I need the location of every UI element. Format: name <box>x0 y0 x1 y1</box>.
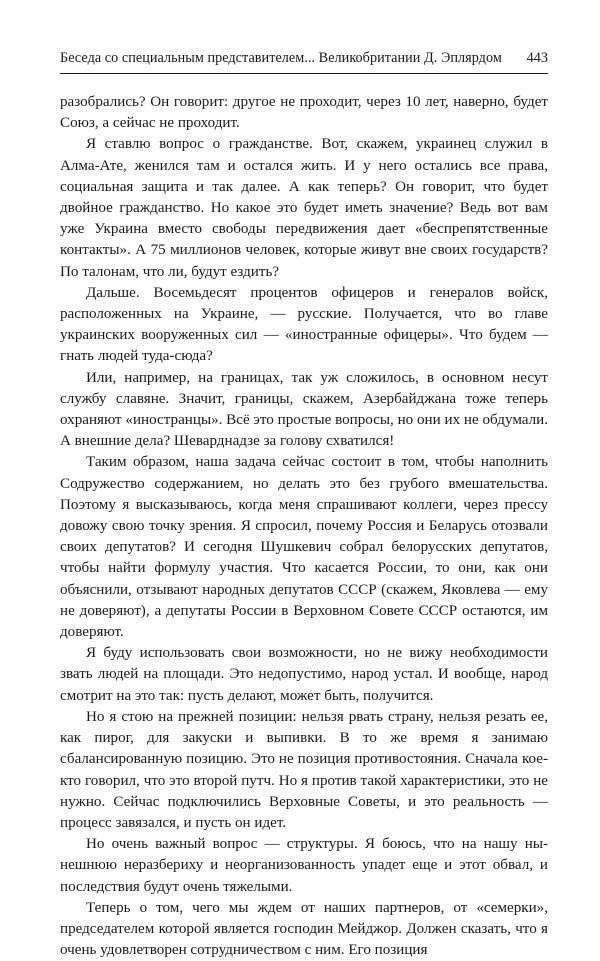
paragraph-2: Я ставлю вопрос о гражданстве. Вот, скажем, украинец служил в Алма-Ате, женился там и остался жить. И у него остались все права, социальная защита и так далее. А как теперь? Он говорит, что будет двойное гражданство. Но какое это будет иметь значение? Ведь вот вам уже Украина вместо свободы передвижения дает «беспрепятственные контакты». А 75 миллионов человек, которые живут вне своих государств? По талонам, что ли, будут ездить? <box>60 136 548 280</box>
page-number: 443 <box>526 50 548 66</box>
paragraph-7: Но я стою на прежней позиции: нельзя рвать страну, нельзя резать ее, как пирог, для закуски и выпивки. В то же время я занимаю сбалансированную позицию. Это не позиция противостояния. Сначала кое-кто говорил, что это второй путч. Но я против такой характеристики, это не нужно. Сейчас подключились Верховные Советы, и это реальность — процесс завязался, и пусть он идет. <box>60 708 548 831</box>
body-text <box>60 92 548 961</box>
header-rule <box>60 73 548 74</box>
paragraph-6: Я буду использовать свои возможности, но не вижу необходимости звать людей на площади. Это недопустимо, народ устал. И вообще, народ смотрит на это так: пусть делают, может быть, получится. <box>60 645 548 704</box>
paragraph-9: Теперь о том, чего мы ждем от наших партнеров, от «семерки», председателем которой является господин Мейджор. Должен сказать, что я очень удовлетворен сотрудничеством с ним. Его позиция <box>60 899 548 959</box>
paragraph-1: разобрались? Он говорит: другое не проходит, через 10 лет, наверно, будет Союз, а сейчас не проходит. <box>60 94 548 132</box>
paragraph-4: Или, например, на границах, так уж сложилось, в основном несут службу славяне. Значит, границы, скажем, Азербайджана тоже теперь охраняют «иностранцы». Всё это простые вопросы, но они их не обдумали. А внешние дела? Шеварднадзе за голову схватился! <box>60 369 548 450</box>
paragraph-8: Но очень важный вопрос — структуры. Я боюсь, что на нашу нынешнюю неразбериху и неорганизованность упадет еще и этот обвал, и последствия будут очень тяжелыми. <box>60 836 548 895</box>
running-head <box>60 50 548 72</box>
running-head-title: Беседа со специальным представителем... Великобритании Д. Эплярдом <box>60 50 502 66</box>
paragraph-5: Таким образом, наша задача сейчас состоит в том, чтобы наполнить Содружество содержанием, но делать это без грубого вмешательства. Поэтому я высказываюсь, когда меня спрашивают коллеги, через прессу довожу свою точку зрения. Я спросил, почему Россия и Беларусь отозвали своих депутатов? И сегодня Шушкевич собрал белорусских депутатов, чтобы найти формулу участия. Что касается России, то они, как они объяснили, отзывают народных депутатов СССР (скажем, Яковлева — ему не доверяют), а депутаты России в Верховном Совете СССР остаются, им доверяют. <box>60 454 548 641</box>
paragraph-3: Дальше. Восемьдесят процентов офицеров и генералов войск, расположенных на Украине, — русские. Получается, что во главе украинских вооруженных сил — «иностранные офицеры». Что будем — гнать людей туда-сюда? <box>60 284 548 365</box>
